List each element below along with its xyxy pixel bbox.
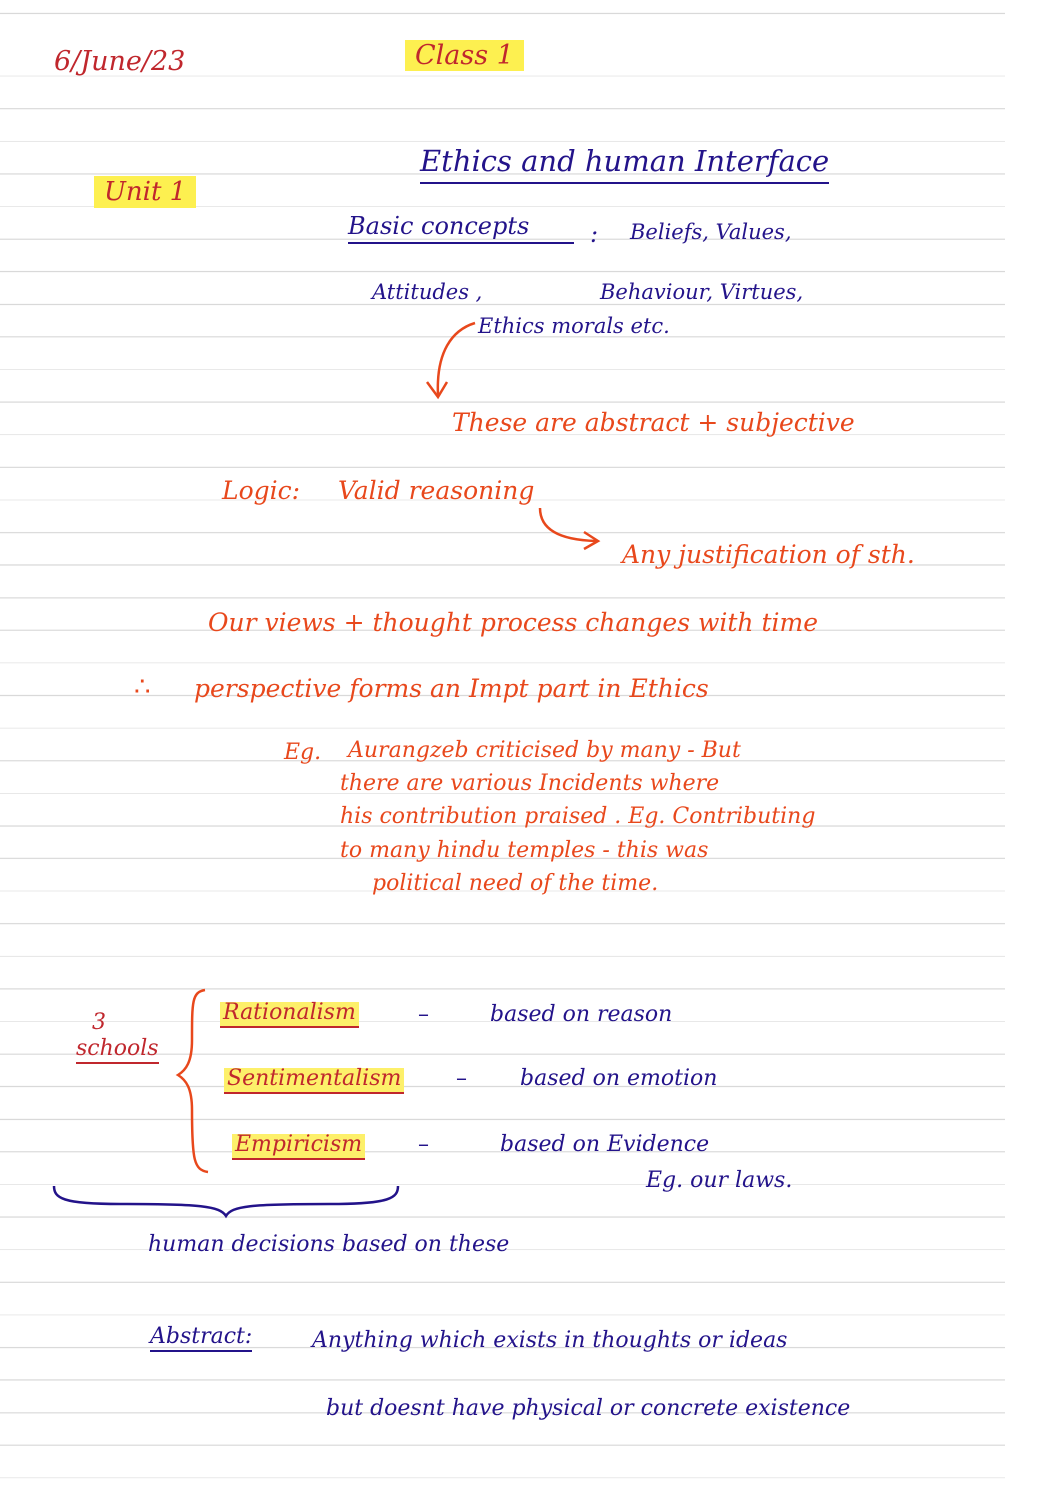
- empiricism-example: Eg. our laws.: [646, 1168, 793, 1193]
- topic-heading: Ethics and human Interface: [420, 147, 829, 184]
- views-line: Our views + thought process changes with time: [208, 608, 818, 637]
- concepts-list-line2b: Behaviour, Virtues,: [600, 280, 804, 304]
- example-line: there are various Incidents where: [340, 771, 720, 796]
- schools-count: 3: [92, 1010, 106, 1035]
- therefore-symbol: ∴: [134, 672, 151, 702]
- unit-label: Unit 1: [94, 176, 196, 208]
- perspective-line: perspective forms an Impt part in Ethics: [194, 674, 709, 703]
- school-name-sentimentalism: Sentimentalism: [224, 1068, 404, 1094]
- basic-concepts-colon: :: [590, 220, 599, 248]
- justification-text: Any justification of sth.: [622, 540, 915, 569]
- date: 6/June/23: [54, 46, 186, 77]
- school-dash: –: [456, 1066, 467, 1091]
- arrow-curve: [438, 323, 475, 395]
- school-desc-empiricism: based on Evidence: [500, 1132, 710, 1157]
- school-dash: –: [418, 1002, 429, 1027]
- concepts-list-line3: Ethics morals etc.: [478, 314, 670, 338]
- example-line: Aurangzeb criticised by many - But: [348, 738, 741, 763]
- example-line: to many hindu temples - this was: [340, 838, 709, 863]
- basic-concepts-label: Basic concepts: [348, 214, 574, 244]
- class-title: Class 1: [405, 40, 524, 71]
- school-desc-rationalism: based on reason: [490, 1002, 673, 1027]
- abstract-subjective-note: These are abstract + subjective: [452, 408, 855, 437]
- abstract-def-line2: but doesnt have physical or concrete existence: [326, 1396, 851, 1421]
- school-dash: –: [418, 1132, 429, 1157]
- human-decisions-note: human decisions based on these: [148, 1232, 510, 1257]
- abstract-label: Abstract:: [150, 1326, 252, 1352]
- school-name-rationalism: Rationalism: [220, 1002, 359, 1028]
- example-prefix: Eg.: [284, 740, 322, 765]
- schools-label: schools: [76, 1038, 159, 1064]
- school-name-empiricism: Empiricism: [232, 1134, 365, 1160]
- arrow-curve: [540, 508, 596, 541]
- logic-label: Logic:: [222, 476, 301, 505]
- concepts-list-line2a: Attitudes ,: [372, 280, 483, 304]
- example-line: his contribution praised . Eg. Contributing: [340, 804, 816, 829]
- example-line: political need of the time.: [372, 871, 659, 896]
- left-brace-icon: [178, 990, 208, 1172]
- abstract-def-line1: Anything which exists in thoughts or ideas: [312, 1328, 788, 1353]
- school-desc-sentimentalism: based on emotion: [520, 1066, 718, 1091]
- arrow-head-icon: [427, 382, 447, 397]
- bottom-brace-icon: [54, 1186, 398, 1216]
- logic-text: Valid reasoning: [338, 476, 535, 505]
- arrow-head-icon: [584, 532, 598, 549]
- concepts-list-line1: Beliefs, Values,: [630, 220, 792, 244]
